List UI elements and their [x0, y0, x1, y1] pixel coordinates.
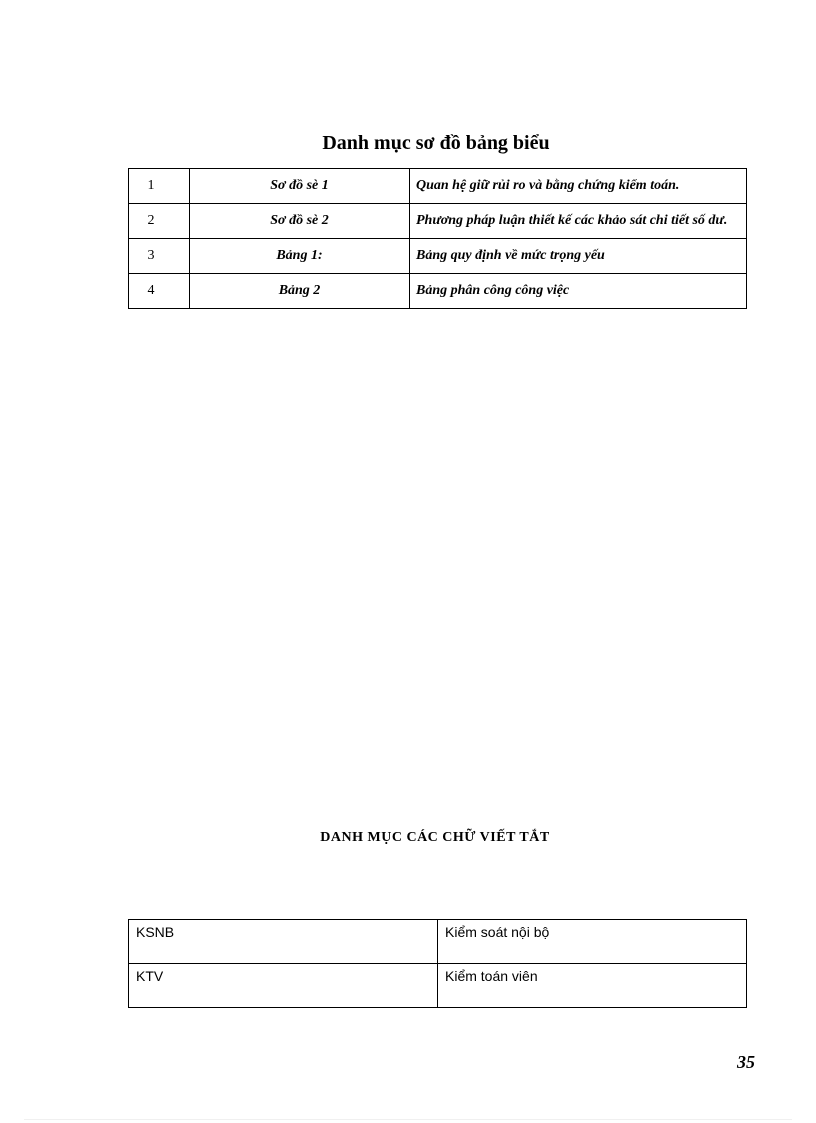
page-number: 35: [737, 1052, 755, 1072]
figures-table: [128, 168, 747, 309]
row-number: 2: [129, 204, 190, 239]
abbreviations-title: DANH MỤC CÁC CHỮ VIẾT TẮT: [320, 830, 550, 845]
table-row: [129, 239, 747, 274]
table-row: [129, 274, 747, 309]
row-number: 4: [129, 274, 190, 309]
row-number: 1: [129, 169, 190, 204]
figure-name: Bảng 1:: [190, 239, 410, 274]
table-row: [129, 169, 747, 204]
row-number: 3: [129, 239, 190, 274]
abbreviation: KTV: [129, 964, 438, 1008]
figure-description: Phương pháp luận thiết kế các khảo sát chi tiết số dư.: [410, 204, 747, 239]
figures-list-title: Danh mục sơ đồ bảng biểu: [322, 132, 550, 154]
table-row: [129, 204, 747, 239]
table-row: [129, 920, 747, 964]
figure-description: Bảng phân công công việc: [410, 274, 747, 309]
figure-description: Quan hệ giữ rủi ro và bằng chứng kiểm toán.: [410, 169, 747, 204]
page-bottom-divider: [24, 1119, 792, 1120]
abbreviations-table: [128, 919, 747, 1008]
figure-name: Sơ đồ sè 1: [190, 169, 410, 204]
abbreviation: KSNB: [129, 920, 438, 964]
figure-description: Bảng quy định về mức trọng yếu: [410, 239, 747, 274]
figure-name: Bảng 2: [190, 274, 410, 309]
abbreviation-meaning: Kiểm soát nội bộ: [438, 920, 747, 964]
figure-name: Sơ đồ sè 2: [190, 204, 410, 239]
table-row: [129, 964, 747, 1008]
abbreviation-meaning: Kiểm toán viên: [438, 964, 747, 1008]
